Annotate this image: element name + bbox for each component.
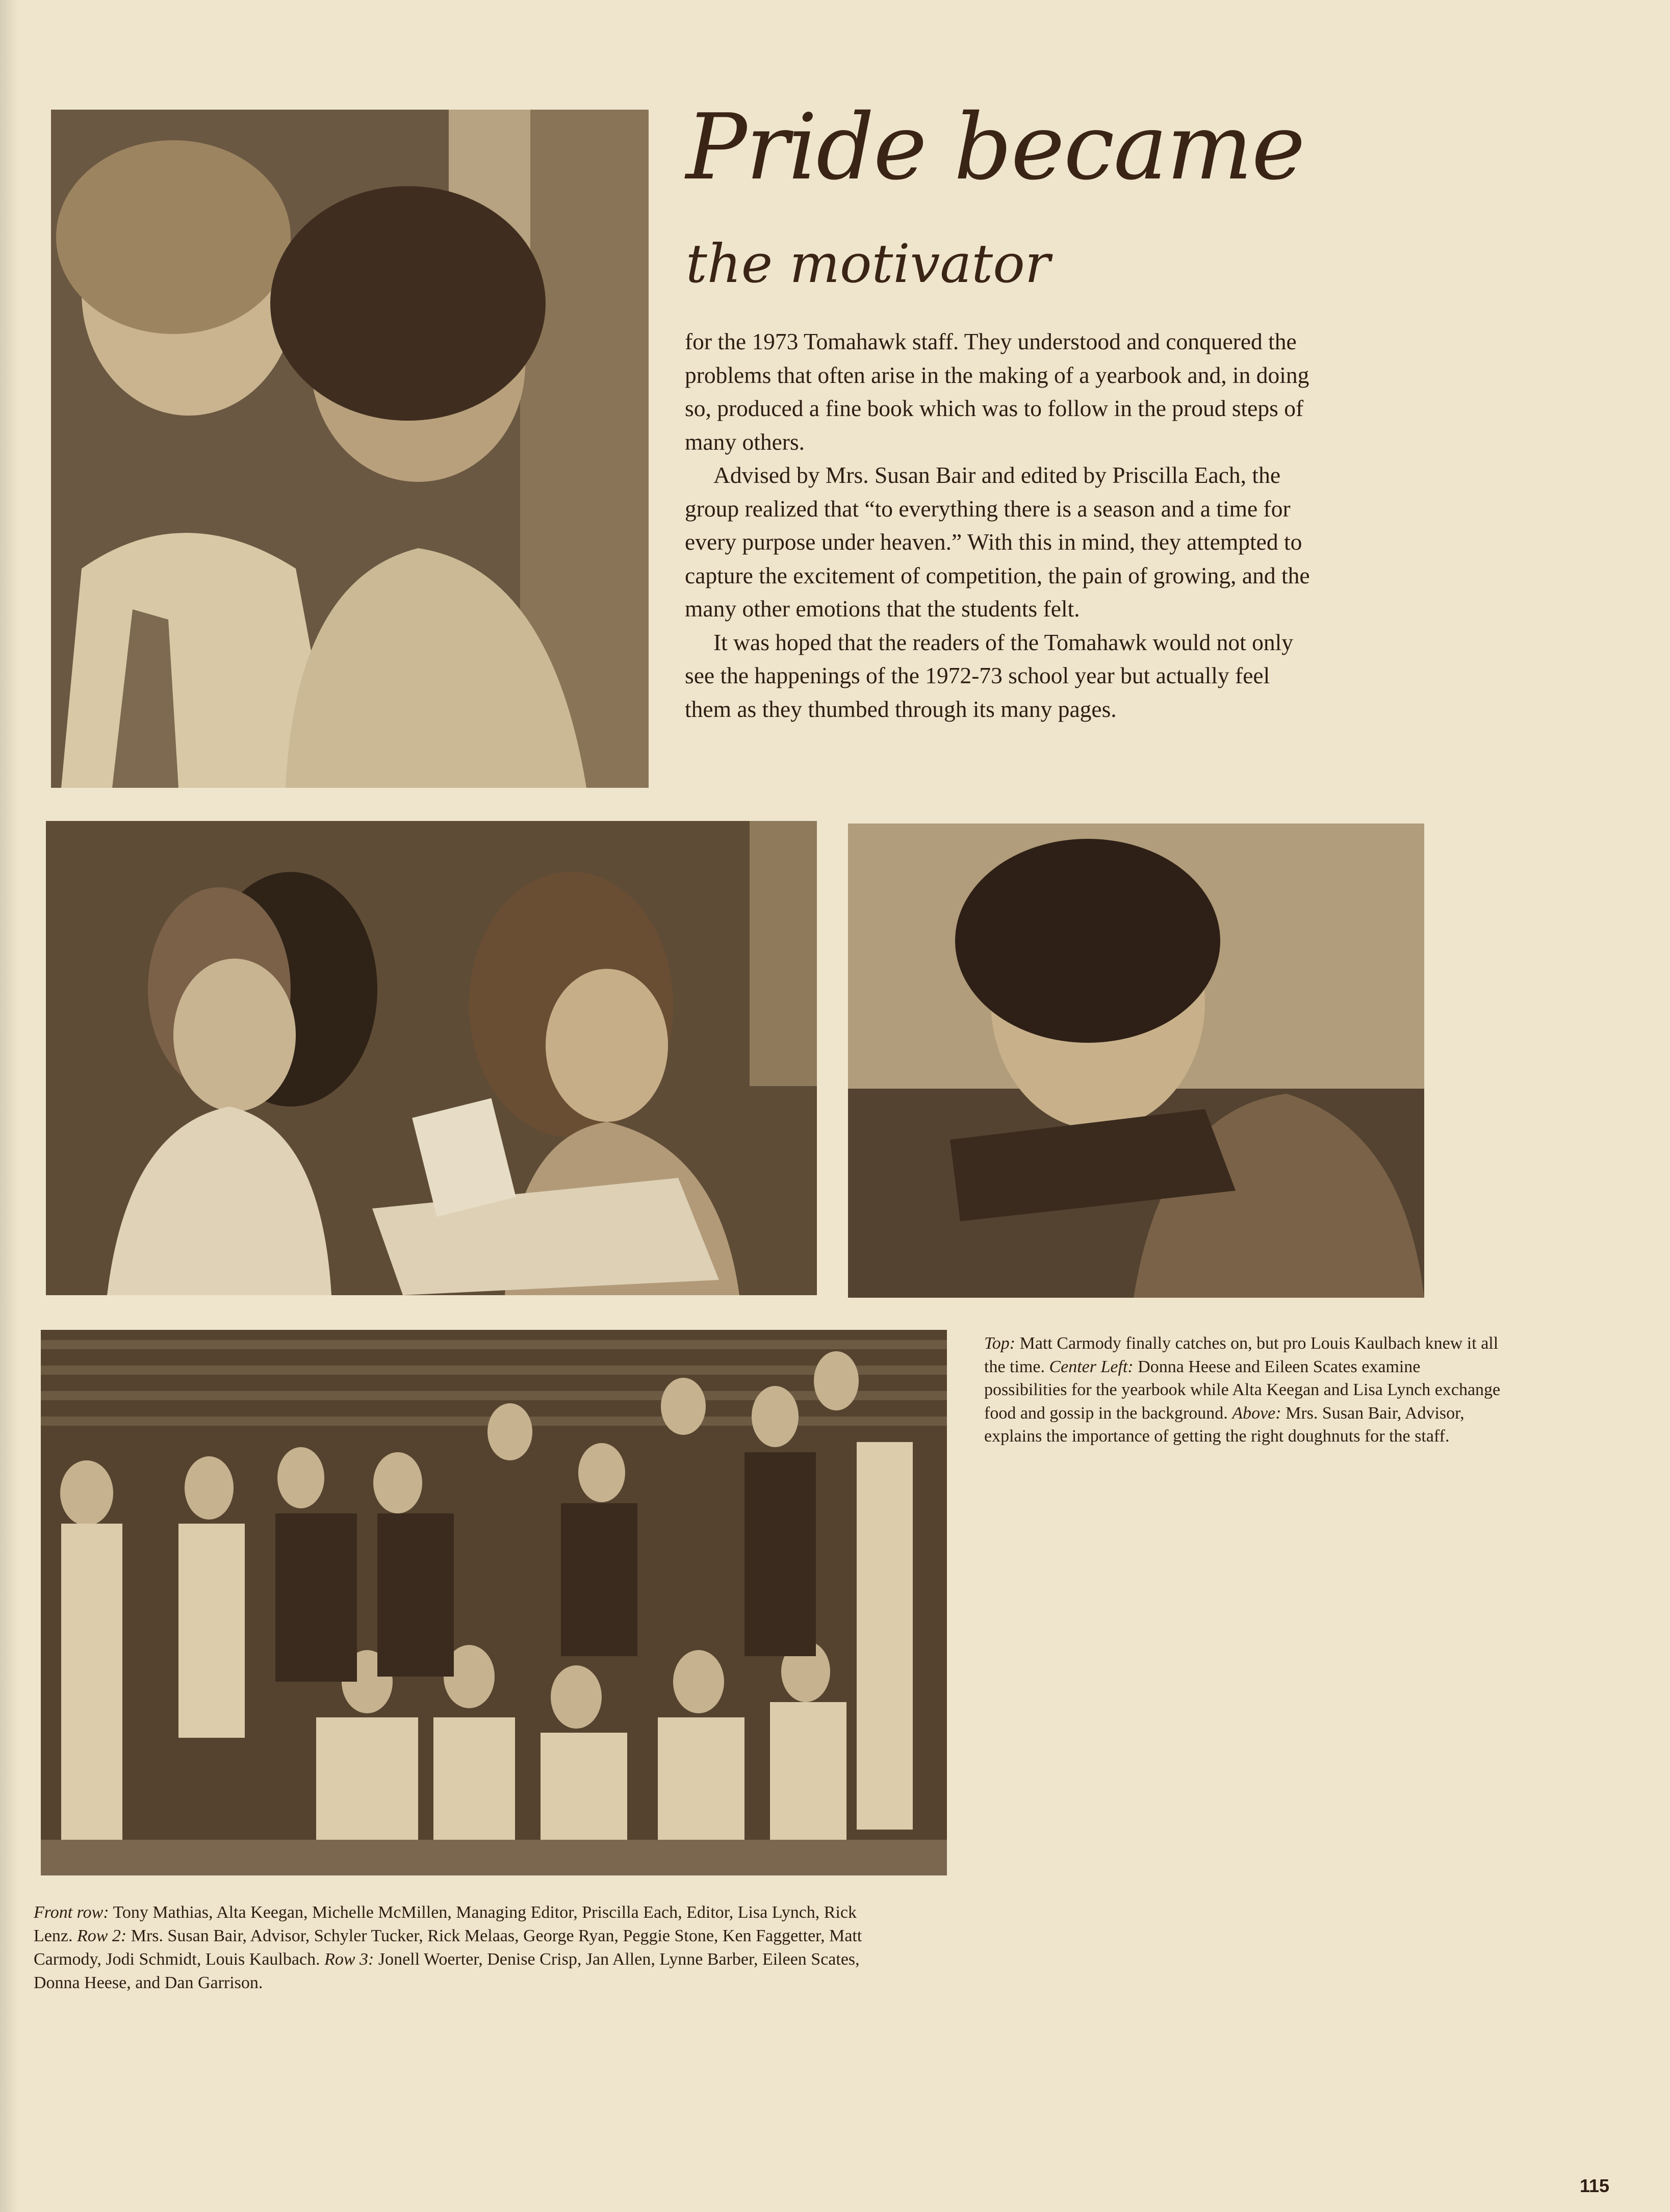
- row2-names: Mrs. Susan Bair, Advisor, Schyler Tucker, Rick Melaas, George Ryan, Peggie Stone, Ken Faggetter, Matt Carmody, Jodi Schmidt, Louis Kaulbach.: [34, 1926, 862, 1969]
- group-photo: [41, 1330, 947, 1875]
- page-title: Pride became: [686, 94, 1304, 200]
- page-subtitle: the motivator: [686, 233, 1050, 295]
- caption-center-text: Donna Heese and Eileen Scates examine possibilities for the yearbook while Alta Keegan and Lisa Lynch exchange food and gossip in the background.: [984, 1357, 1501, 1423]
- article-body: [685, 325, 1317, 726]
- center-left-photo: [46, 821, 817, 1295]
- caption-above-text: Mrs. Susan Bair, Advisor, explains the importance of getting the right doughnuts for the staff.: [984, 1403, 1465, 1446]
- row3-lead: Row 3:: [324, 1950, 374, 1969]
- row3-names: Jonell Woerter, Denise Crisp, Jan Allen, Lynne Barber, Eileen Scates, Donna Heese, and Dan Garrison.: [34, 1950, 860, 1992]
- caption-top-lead: Top:: [984, 1334, 1016, 1353]
- front-row-names: Tony Mathias, Alta Keegan, Michelle McMillen, Managing Editor, Priscilla Each, Editor, Lisa Lynch, Rick Lenz.: [34, 1903, 857, 1945]
- top-photo: [51, 110, 649, 788]
- caption-top-text: Matt Carmody finally catches on, but pro Louis Kaulbach knew it all the time.: [984, 1334, 1499, 1376]
- caption-center-lead: Center Left:: [1049, 1357, 1134, 1376]
- row2-lead: Row 2:: [76, 1926, 127, 1945]
- front-row-lead: Front row:: [34, 1903, 109, 1922]
- article-paragraph: Advised by Mrs. Susan Bair and edited by Priscilla Each, the group realized that “to everything there is a season and a time for every purpose under heaven.” With this in mind, they attempted to capture the excitement of competition, the pain of growing, and the many other emotions that the students felt.: [685, 462, 1310, 622]
- article-paragraph: for the 1973 Tomahawk staff. They understood and conquered the problems that often arise in the making of a yearbook and, in doing so, produced a fine book which was to follow in the proud steps of many others.: [685, 328, 1309, 455]
- center-right-photo: [848, 824, 1424, 1298]
- article-paragraph: It was hoped that the readers of the Tomahawk would not only see the happenings of the 1972-73 school year but actually feel them as they thumbed through its many pages.: [685, 629, 1293, 722]
- page-number: 115: [1580, 2175, 1610, 2196]
- photo-caption: [984, 1332, 1502, 1448]
- page-binding-shadow: [0, 0, 18, 2212]
- group-caption: [34, 1901, 890, 1995]
- caption-above-lead: Above:: [1232, 1403, 1281, 1423]
